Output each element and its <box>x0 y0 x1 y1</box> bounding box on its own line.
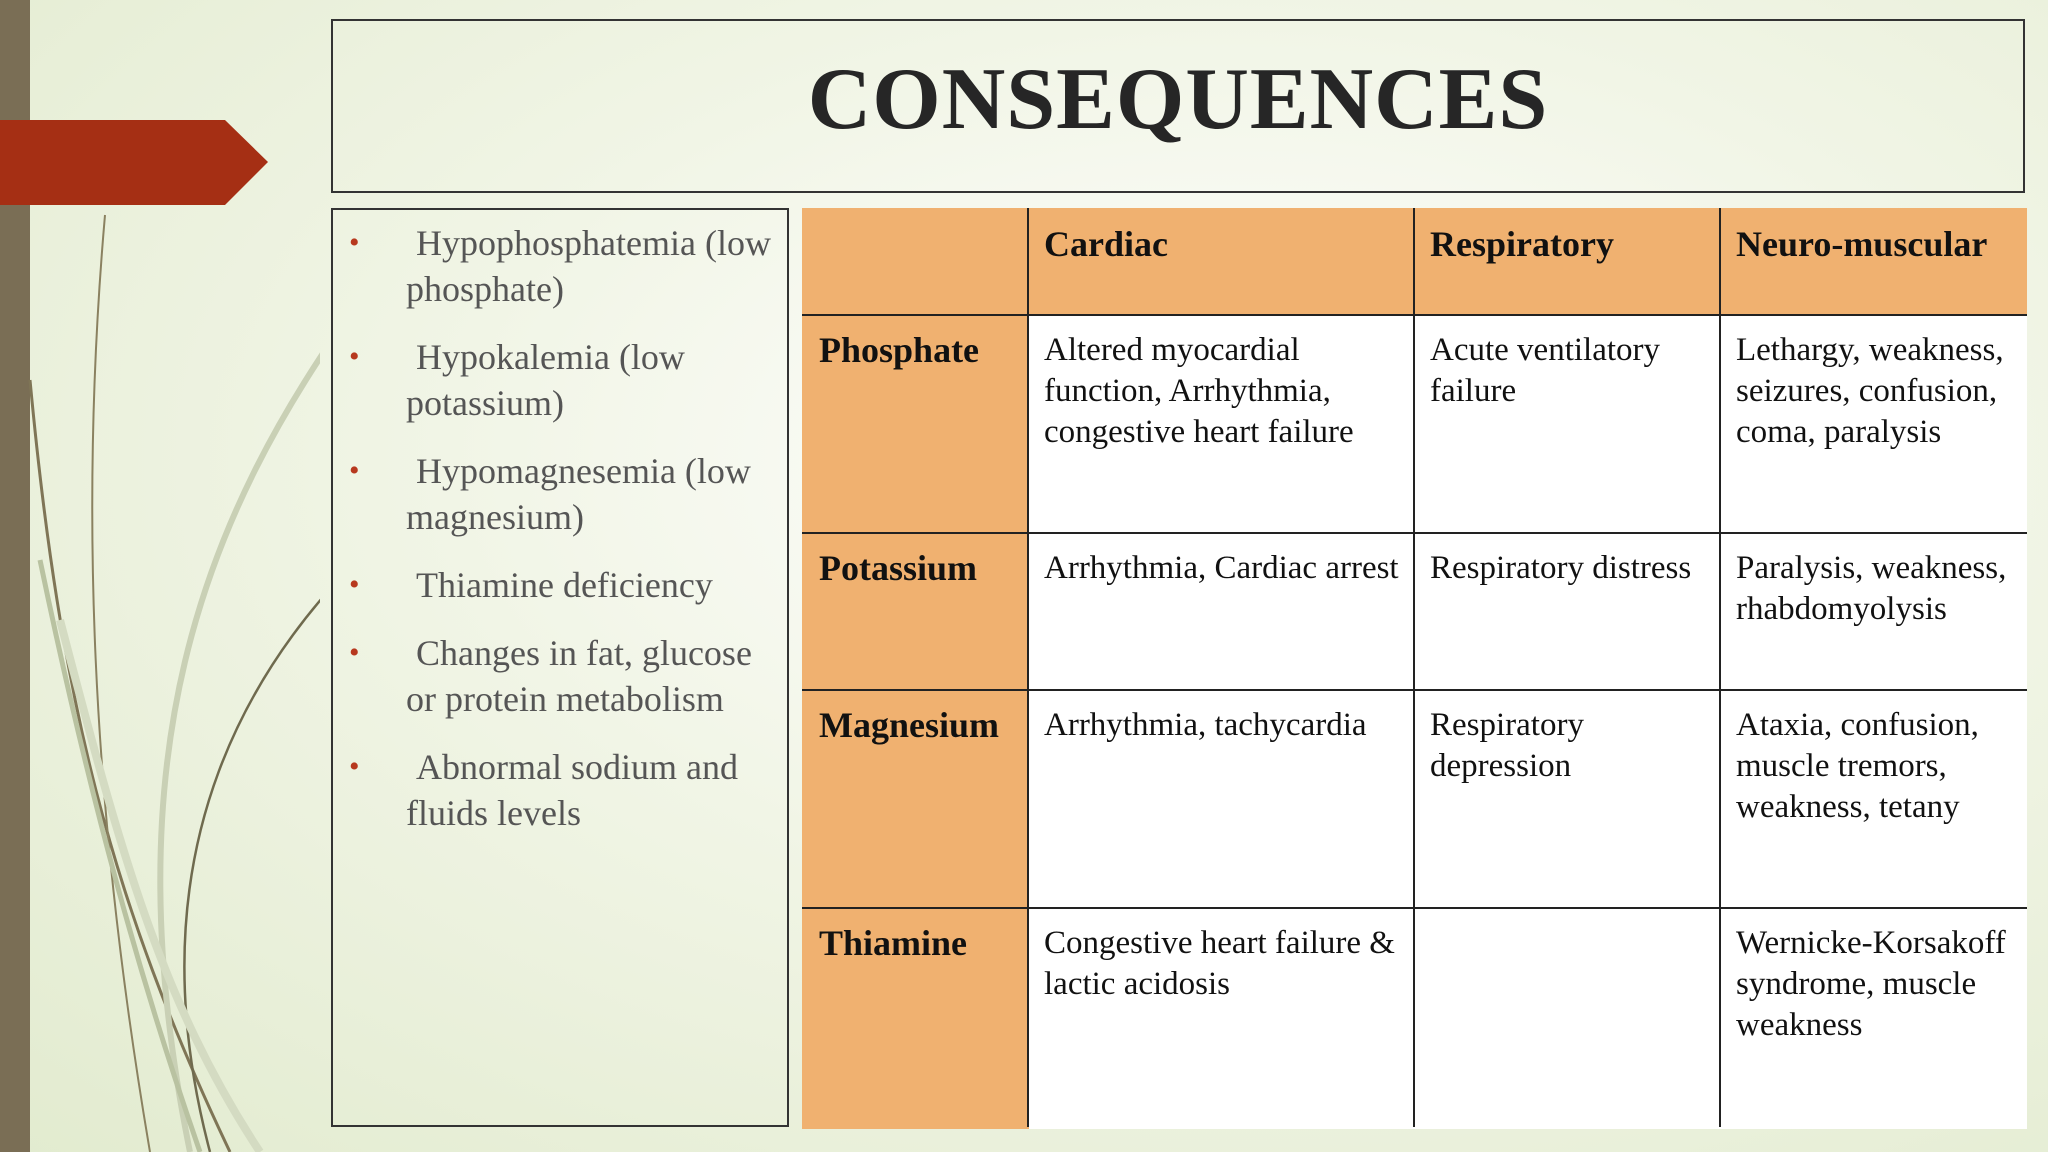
bullet-dot-icon: • <box>349 340 360 373</box>
list-item: • Hypophosphatemia (low phosphate) <box>333 220 787 312</box>
list-item: • Thiamine deficiency <box>333 562 787 608</box>
respiratory-cell <box>1414 908 1720 1128</box>
table-row <box>803 315 2026 533</box>
respiratory-cell: Acute ventilatory failure <box>1414 315 1720 533</box>
cardiac-cell: Arrhythmia, Cardiac arrest <box>1028 533 1414 690</box>
row-label: Potassium <box>803 533 1028 690</box>
bullet-dot-icon: • <box>349 750 360 783</box>
bullet-list <box>333 220 787 858</box>
header-neuromuscular: Neuro-muscular <box>1720 209 2026 315</box>
table-row <box>803 908 2026 1128</box>
slide-title: CONSEQUENCES <box>807 51 1549 148</box>
title-accent-flag <box>0 120 270 205</box>
row-label: Thiamine <box>803 908 1028 1128</box>
bullet-dot-icon: • <box>349 568 360 601</box>
table-row <box>803 533 2026 690</box>
bullet-dot-icon: • <box>349 454 360 487</box>
header-corner <box>803 209 1028 315</box>
cardiac-cell: Altered myocardial function, Arrhythmia, congestive heart failure <box>1028 315 1414 533</box>
bullet-dot-icon: • <box>349 226 360 259</box>
row-label: Phosphate <box>803 315 1028 533</box>
consequences-table <box>802 208 2027 1129</box>
neuro-cell: Ataxia, confusion, muscle tremors, weakness, tetany <box>1720 690 2026 908</box>
neuro-cell: Paralysis, weakness, rhabdomyolysis <box>1720 533 2026 690</box>
bullet-panel <box>331 208 789 1127</box>
respiratory-cell: Respiratory depression <box>1414 690 1720 908</box>
header-respiratory: Respiratory <box>1414 209 1720 315</box>
title-frame <box>331 19 2025 193</box>
list-item: • Changes in fat, glucose or protein metabolism <box>333 630 787 722</box>
respiratory-cell: Respiratory distress <box>1414 533 1720 690</box>
neuro-cell: Wernicke-Korsakoff syndrome, muscle weakness <box>1720 908 2026 1128</box>
cardiac-cell: Arrhythmia, tachycardia <box>1028 690 1414 908</box>
table-header-row <box>803 209 2026 315</box>
row-label: Magnesium <box>803 690 1028 908</box>
neuro-cell: Lethargy, weakness, seizures, confusion, coma, paralysis <box>1720 315 2026 533</box>
list-item: • Hypokalemia (low potassium) <box>333 334 787 426</box>
list-item: • Hypomagnesemia (low magnesium) <box>333 448 787 540</box>
header-cardiac: Cardiac <box>1028 209 1414 315</box>
table-row <box>803 690 2026 908</box>
list-item: • Abnormal sodium and fluids levels <box>333 744 787 836</box>
cardiac-cell: Congestive heart failure & lactic acidosis <box>1028 908 1414 1128</box>
bullet-dot-icon: • <box>349 636 360 669</box>
